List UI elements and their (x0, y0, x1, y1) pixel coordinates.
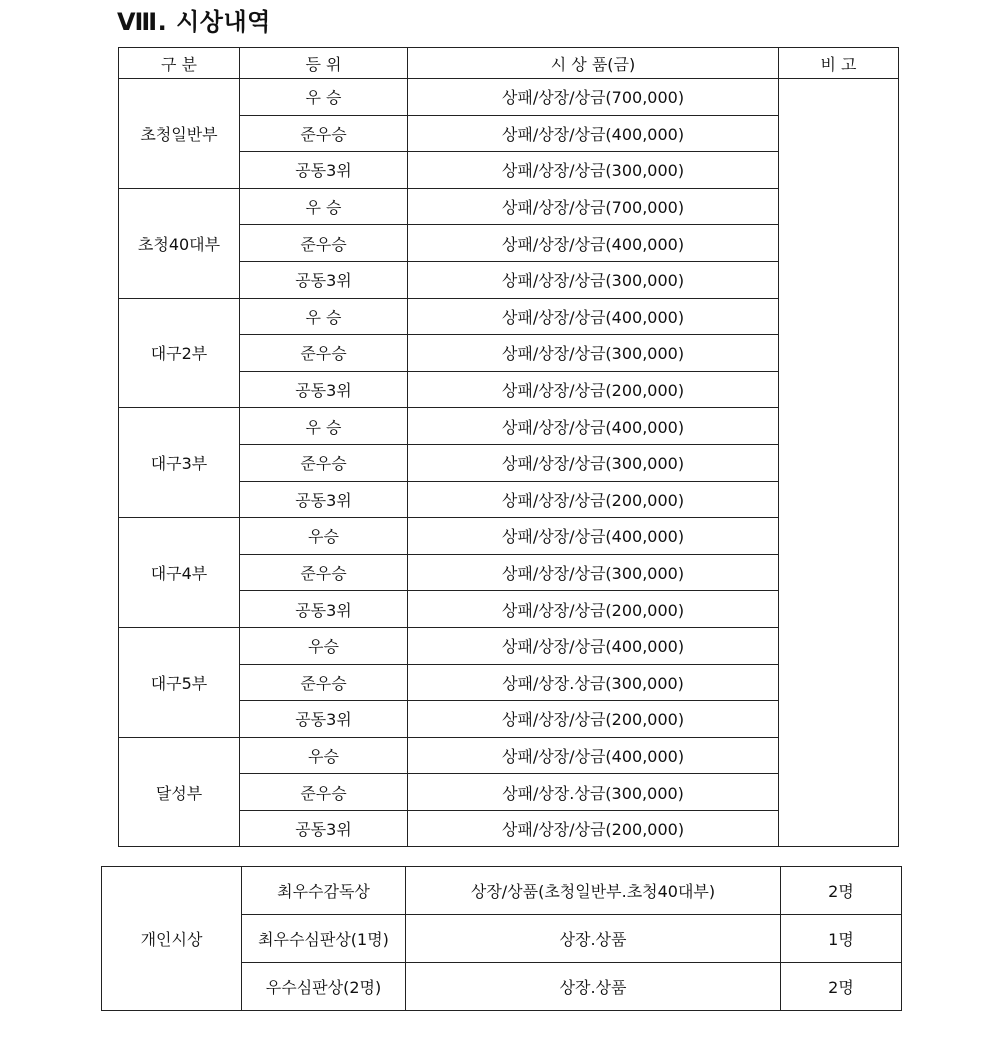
prize-cell: 상패/상장/상금(200,000) (408, 591, 779, 628)
rank-cell: 공동3위 (240, 152, 408, 189)
rank-cell: 공동3위 (240, 261, 408, 298)
rank-cell: 준우승 (240, 554, 408, 591)
prize-cell: 상패/상장/상금(400,000) (408, 408, 779, 445)
prize-cell: 상패/상장/상금(300,000) (408, 444, 779, 481)
individual-awards-table (101, 866, 902, 1011)
header-prize: 시 상 품(금) (408, 48, 779, 79)
rank-cell: 준우승 (240, 444, 408, 481)
award-cell: 우수심판상(2명) (242, 963, 406, 1011)
prize-cell: 상패/상장/상금(200,000) (408, 701, 779, 738)
section-title: Ⅷ. 시상내역 (117, 8, 271, 36)
prize-cell: 상패/상장.상금(300,000) (408, 664, 779, 701)
category-blank-cell (102, 867, 242, 915)
rank-cell: 우 승 (240, 408, 408, 445)
prize-cell: 상패/상장/상금(200,000) (408, 481, 779, 518)
prize-cell: 상장.상품 (406, 915, 781, 963)
rank-cell: 준우승 (240, 115, 408, 152)
rank-cell: 공동3위 (240, 371, 408, 408)
prize-cell: 상패/상장/상금(400,000) (408, 737, 779, 774)
rank-cell: 공동3위 (240, 591, 408, 628)
prize-cell: 상패/상장/상금(400,000) (408, 115, 779, 152)
prize-cell: 상패/상장/상금(300,000) (408, 335, 779, 372)
division-cell: 초청40대부 (119, 188, 240, 298)
prize-cell: 상패/상장/상금(400,000) (408, 298, 779, 335)
prize-cell: 상패/상장/상금(400,000) (408, 627, 779, 664)
rank-cell: 우 승 (240, 188, 408, 225)
table-row (102, 915, 902, 963)
prize-cell: 상패/상장/상금(400,000) (408, 225, 779, 262)
category-cell: 개인시상 (102, 915, 242, 963)
rank-cell: 우승 (240, 627, 408, 664)
division-cell: 대구2부 (119, 298, 240, 408)
count-cell: 2명 (781, 963, 902, 1011)
rank-cell: 공동3위 (240, 810, 408, 847)
count-cell: 2명 (781, 867, 902, 915)
prize-cell: 상장.상품 (406, 963, 781, 1011)
division-cell: 대구4부 (119, 518, 240, 628)
awards-header-row (119, 48, 899, 79)
rank-cell: 공동3위 (240, 701, 408, 738)
rank-cell: 공동3위 (240, 481, 408, 518)
rank-cell: 준우승 (240, 335, 408, 372)
awards-table (118, 47, 899, 847)
award-cell: 최우수심판상(1명) (242, 915, 406, 963)
table-row (119, 79, 899, 116)
rank-cell: 준우승 (240, 774, 408, 811)
prize-cell: 상패/상장/상금(200,000) (408, 810, 779, 847)
table-row (102, 867, 902, 915)
header-rank: 등 위 (240, 48, 408, 79)
category-blank-cell (102, 963, 242, 1011)
rank-cell: 우승 (240, 737, 408, 774)
prize-cell: 상패/상장/상금(700,000) (408, 188, 779, 225)
prize-cell: 상패/상장/상금(300,000) (408, 152, 779, 189)
division-cell: 대구5부 (119, 627, 240, 737)
prize-cell: 상패/상장/상금(400,000) (408, 518, 779, 555)
table-row (102, 963, 902, 1011)
prize-cell: 상패/상장/상금(300,000) (408, 554, 779, 591)
division-cell: 대구3부 (119, 408, 240, 518)
header-division: 구 분 (119, 48, 240, 79)
prize-cell: 상패/상장/상금(700,000) (408, 79, 779, 116)
award-cell: 최우수감독상 (242, 867, 406, 915)
rank-cell: 준우승 (240, 225, 408, 262)
rank-cell: 우승 (240, 518, 408, 555)
header-note: 비 고 (779, 48, 899, 79)
note-cell (779, 79, 899, 847)
prize-cell: 상장/상품(초청일반부.초청40대부) (406, 867, 781, 915)
division-cell: 달성부 (119, 737, 240, 847)
prize-cell: 상패/상장.상금(300,000) (408, 774, 779, 811)
count-cell: 1명 (781, 915, 902, 963)
rank-cell: 준우승 (240, 664, 408, 701)
prize-cell: 상패/상장/상금(300,000) (408, 261, 779, 298)
rank-cell: 우 승 (240, 79, 408, 116)
prize-cell: 상패/상장/상금(200,000) (408, 371, 779, 408)
rank-cell: 우 승 (240, 298, 408, 335)
division-cell: 초청일반부 (119, 79, 240, 189)
